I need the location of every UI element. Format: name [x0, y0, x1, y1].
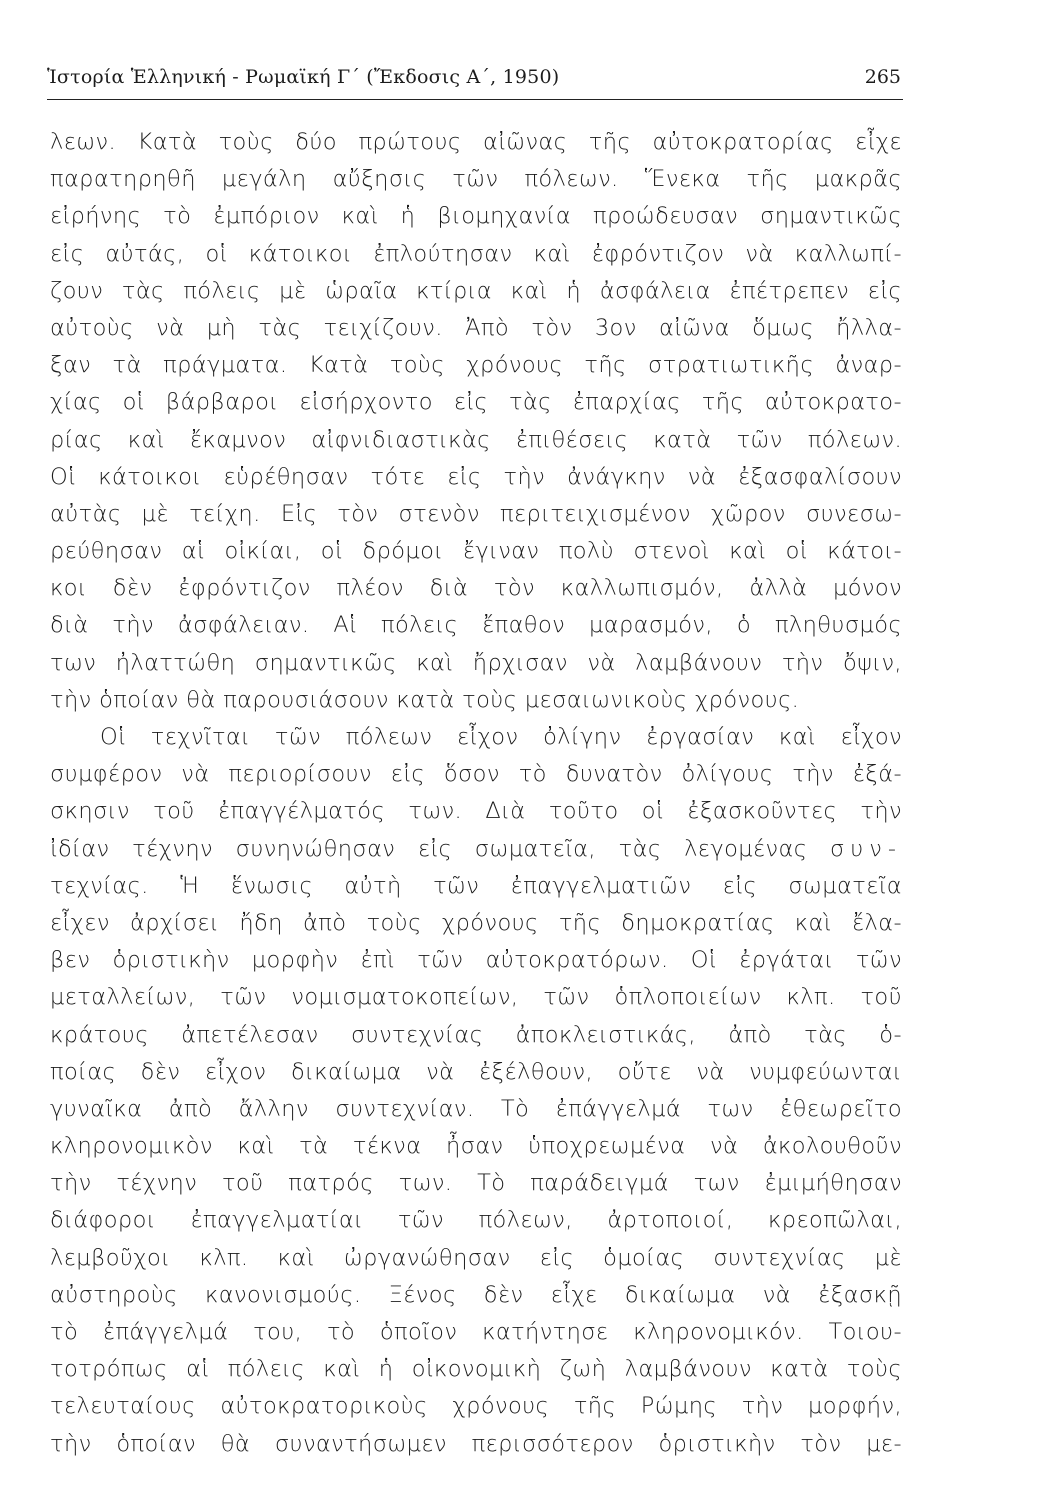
- text-line: εἰς αὐτάς, οἱ κάτοικοι ἐπλούτησαν καὶ ἐφρόντιζον νὰ καλλωπί-: [50, 240, 902, 267]
- text-line: εἰρήνης τὸ ἐμπόριον καὶ ἡ βιομηχανία προώδευσαν σημαντικῶς: [50, 203, 902, 230]
- text-line: γυναῖκα ἀπὸ ἄλλην συντεχνίαν. Τὸ ἐπάγγελμά των ἐθεωρεῖτο: [50, 1095, 902, 1122]
- running-head: Ἱστορία Ἑλληνική - Ρωμαϊκή Γ΄ (Ἔκδοσις Α΄, 1950): [47, 66, 560, 88]
- text-line: αὐτὰς μὲ τείχη. Εἰς τὸν στενὸν περιτειχισμένον χῶρον συνεσω-: [50, 500, 902, 527]
- text-line: βεν ὁριστικὴν μορφὴν ἐπὶ τῶν αὐτοκρατόρων. Οἱ ἐργάται τῶν: [50, 947, 902, 974]
- text-line: χίας οἱ βάρβαροι εἰσήρχοντο εἰς τὰς ἐπαρχίας τῆς αὐτοκρατο-: [50, 389, 902, 416]
- text-line: εἶχεν ἀρχίσει ἤδη ἀπὸ τοὺς χρόνους τῆς δημοκρατίας καὶ ἔλα-: [50, 909, 902, 936]
- text-line: κοι δὲν ἐφρόντιζον πλέον διὰ τὸν καλλωπισμόν, ἀλλὰ μόνον: [50, 575, 902, 602]
- text-line: τὸ ἐπάγγελμά του, τὸ ὁποῖον κατήντησε κληρονομικόν. Τοιου-: [50, 1319, 902, 1345]
- text-line: λεμβοῦχοι κλπ. καὶ ὠργανώθησαν εἰς ὁμοίας συντεχνίας μὲ: [50, 1244, 902, 1271]
- text-line: λεων. Κατὰ τοὺς δύο πρώτους αἰῶνας τῆς αὐτοκρατορίας εἶχε: [50, 129, 902, 155]
- text-line: των ἠλαττώθη σημαντικῶς καὶ ἤρχισαν νὰ λαμβάνουν τὴν ὄψιν,: [50, 649, 902, 676]
- text-line: διὰ τὴν ἀσφάλειαν. Αἱ πόλεις ἔπαθον μαρασμόν, ὁ πληθυσμός: [50, 612, 902, 639]
- text-line: σκησιν τοῦ ἐπαγγέλματός των. Διὰ τοῦτο οἱ ἐξασκοῦντες τὴν: [50, 798, 902, 825]
- text-line-with-spaced-word: [50, 831, 902, 868]
- text-line: ξαν τὰ πράγματα. Κατὰ τοὺς χρόνους τῆς στρατιωτικῆς ἀναρ-: [50, 352, 902, 379]
- text-line: τελευταίους αὐτοκρατορικοὺς χρόνους τῆς Ρώμης τὴν μορφήν,: [50, 1393, 902, 1420]
- spaced-word: συν-: [830, 835, 902, 862]
- text-line: ρεύθησαν αἱ οἰκίαι, οἱ δρόμοι ἔγιναν πολὺ στενοὶ καὶ οἱ κάτοι-: [50, 538, 902, 565]
- text-line: τεχνίας. Ἡ ἕνωσις αὐτὴ τῶν ἐπαγγελματιῶν εἰς σωματεῖα: [50, 872, 902, 899]
- paragraph-first-line: Οἱ τεχνῖται τῶν πόλεων εἶχον ὀλίγην ἐργασίαν καὶ εἶχον: [100, 724, 902, 750]
- text-line: τὴν ὁποίαν θὰ συναντήσωμεν περισσότερον ὁριστικὴν τὸν με-: [50, 1430, 902, 1457]
- header-rule: [47, 99, 903, 100]
- text-line: συμφέρον νὰ περιορίσουν εἰς ὅσον τὸ δυνατὸν ὀλίγους τὴν ἐξά-: [50, 761, 902, 788]
- text-line: τὴν τέχνην τοῦ πατρός των. Τὸ παράδειγμά των ἐμιμήθησαν: [50, 1170, 902, 1197]
- text-segment: ἰδίαν τέχνην συνηνώθησαν εἰς σωματεῖα, τὰς λεγομένας: [50, 835, 808, 862]
- text-line: ζουν τὰς πόλεις μὲ ὡραῖα κτίρια καὶ ἡ ἀσφάλεια ἐπέτρεπεν εἰς: [50, 277, 902, 304]
- text-line: Οἱ κάτοικοι εὑρέθησαν τότε εἰς τὴν ἀνάγκην νὰ ἐξασφαλίσουν: [50, 463, 902, 490]
- text-line: κληρονομικὸν καὶ τὰ τέκνα ἦσαν ὑποχρεωμένα νὰ ἀκολουθοῦν: [50, 1133, 902, 1160]
- text-line: τοτρόπως αἱ πόλεις καὶ ἡ οἰκονομικὴ ζωὴ λαμβάνουν κατὰ τοὺς: [50, 1356, 902, 1383]
- text-line: ρίας καὶ ἔκαμνον αἰφνιδιαστικὰς ἐπιθέσεις κατὰ τῶν πόλεων.: [50, 426, 902, 453]
- text-line: ποίας δὲν εἶχον δικαίωμα νὰ ἐξέλθουν, οὔτε νὰ νυμφεύωνται: [50, 1058, 902, 1085]
- text-line: τὴν ὁποίαν θὰ παρουσιάσουν κατὰ τοὺς μεσαιωνικοὺς χρόνους.: [50, 686, 800, 713]
- page-header: [47, 62, 903, 100]
- text-line: μεταλλείων, τῶν νομισματοκοπείων, τῶν ὁπλοποιείων κλπ. τοῦ: [50, 984, 902, 1011]
- text-line: διάφοροι ἐπαγγελματίαι τῶν πόλεων, ἀρτοποιοί, κρεοπῶλαι,: [50, 1207, 902, 1234]
- text-line: αὐστηροὺς κανονισμούς. Ξένος δὲν εἶχε δικαίωμα νὰ ἐξασκῇ: [50, 1281, 902, 1308]
- body-text: [50, 124, 902, 1463]
- text-line: αὐτοὺς νὰ μὴ τὰς τειχίζουν. Ἀπὸ τὸν 3ον αἰῶνα ὅμως ἤλλα-: [50, 314, 902, 341]
- text-line: παρατηρηθῆ μεγάλη αὔξησις τῶν πόλεων. Ἕνεκα τῆς μακρᾶς: [50, 166, 902, 193]
- text-line: κράτους ἀπετέλεσαν συντεχνίας ἀποκλειστικάς, ἀπὸ τὰς ὁ-: [50, 1021, 902, 1048]
- page-number: 265: [864, 66, 901, 88]
